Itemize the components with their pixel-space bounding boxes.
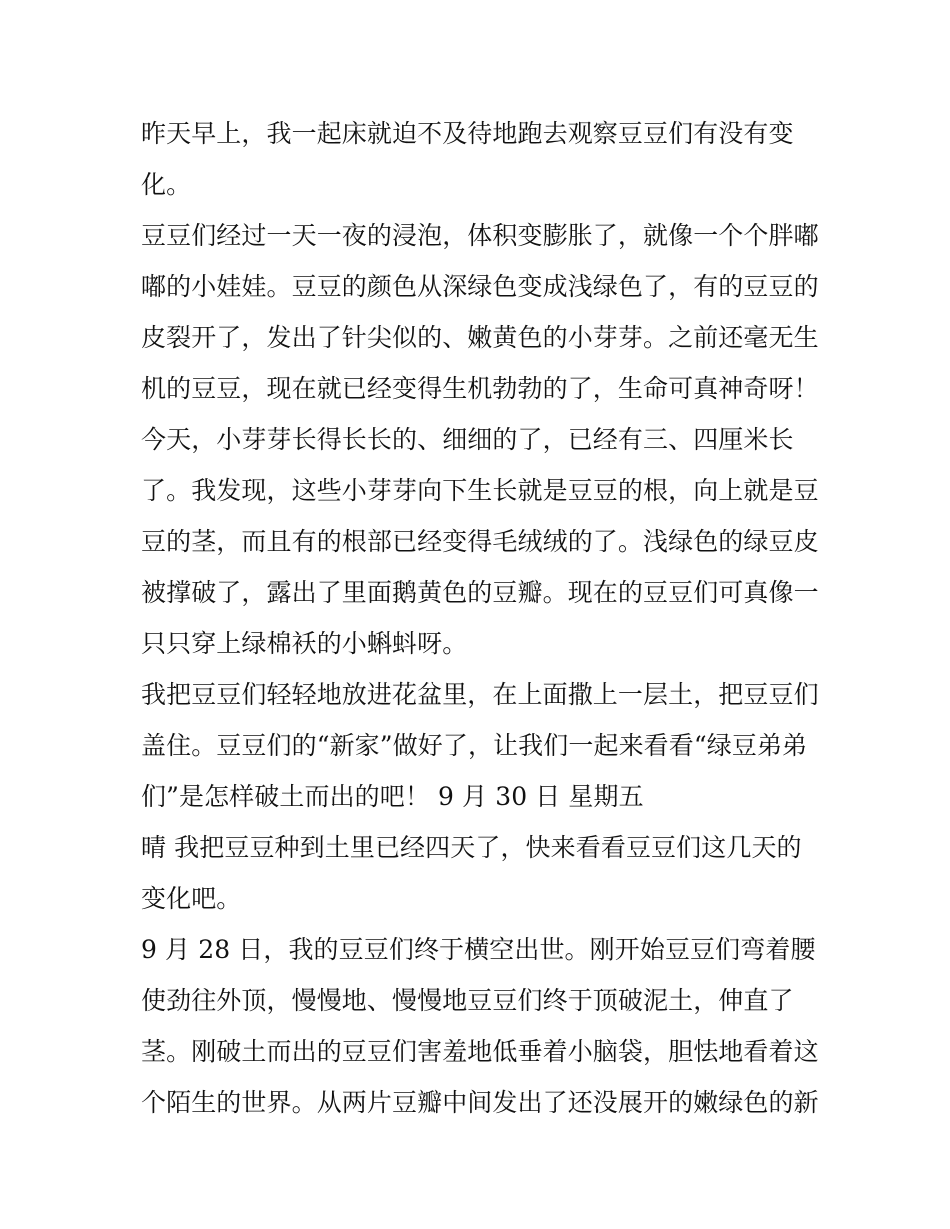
text-line: 机的豆豆，现在就已经变得生机勃勃的了，生命可真神奇呀！ (141, 374, 819, 403)
text-line: 昨天早上，我一起床就迫不及待地跑去观察豆豆们有没有变 (141, 119, 794, 148)
text-line: 化。 (141, 170, 192, 199)
text-line: 被撑破了，露出了里面鹅黄色的豆瓣。现在的豆豆们可真像一 (141, 578, 819, 607)
text-line: 9 月 28 日，我的豆豆们终于横空出世。刚开始豆豆们弯着腰 (141, 935, 816, 964)
text-line: 今天，小芽芽长得长长的、细细的了，已经有三、四厘米长 (141, 425, 794, 454)
text-line: 盖住。豆豆们的“新家”做好了，让我们一起来看看“绿豆弟弟 (141, 731, 808, 760)
text-line: 我把豆豆们轻轻地放进花盆里，在上面撒上一层土，把豆豆们 (141, 680, 819, 709)
text-line: 使劲往外顶，慢慢地、慢慢地豆豆们终于顶破泥土，伸直了 (141, 986, 794, 1015)
text-line: 只只穿上绿棉袄的小蝌蚪呀。 (141, 629, 468, 658)
text-line: 个陌生的世界。从两片豆瓣中间发出了还没展开的嫩绿色的新 (141, 1088, 819, 1117)
document-body (141, 108, 819, 1128)
text-line: 豆豆们经过一天一夜的浸泡，体积变膨胀了，就像一个个胖嘟 (141, 221, 819, 250)
text-line: 们”是怎样破土而出的吧！ 9 月 30 日 星期五 (141, 782, 644, 811)
text-line: 变化吧。 (141, 884, 242, 913)
text-line: 皮裂开了，发出了针尖似的、嫩黄色的小芽芽。之前还毫无生 (141, 323, 819, 352)
text-line: 豆的茎，而且有的根部已经变得毛绒绒的了。浅绿色的绿豆皮 (141, 527, 819, 556)
text-line: 了。我发现，这些小芽芽向下生长就是豆豆的根，向上就是豆 (141, 476, 819, 505)
text-line: 嘟的小娃娃。豆豆的颜色从深绿色变成浅绿色了，有的豆豆的 (141, 272, 819, 301)
text-line: 茎。刚破土而出的豆豆们害羞地低垂着小脑袋，胆怯地看着这 (141, 1037, 819, 1066)
text-line: 晴 我把豆豆种到土里已经四天了，快来看看豆豆们这几天的 (141, 833, 802, 862)
